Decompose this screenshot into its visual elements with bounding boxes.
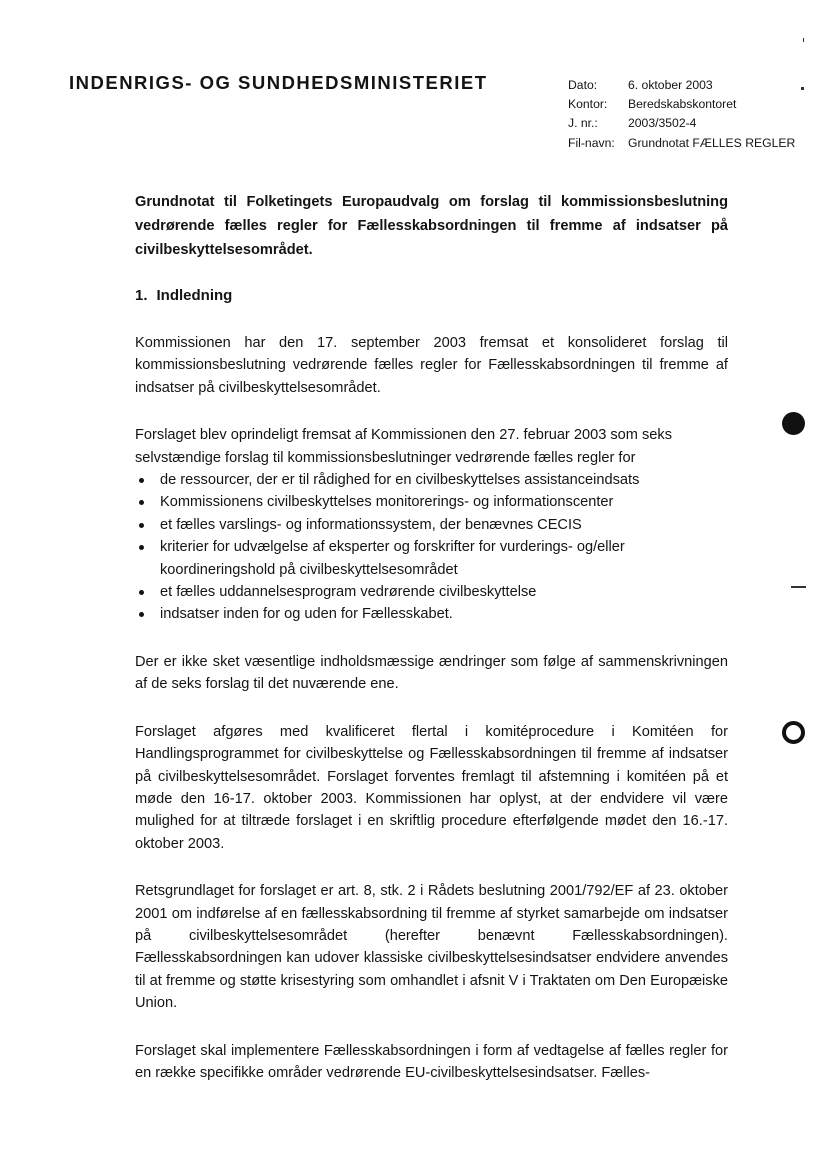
meta-row-date (568, 76, 795, 95)
list-item-text: et fælles varslings- og informationssystem, der benævnes CECIS (160, 516, 582, 533)
list-item (135, 469, 728, 491)
punch-hole-icon (782, 721, 805, 744)
meta-row-filename (568, 134, 795, 153)
bullet-icon (139, 545, 144, 550)
list-item (135, 536, 728, 581)
punch-hole-icon (782, 412, 805, 435)
bullet-list (135, 469, 728, 626)
list-item (135, 514, 728, 536)
document-body (135, 190, 728, 1084)
list-item (135, 581, 728, 603)
list-item (135, 491, 728, 513)
list-intro: Forslaget blev oprindeligt fremsat af Kommissionen den 27. februar 2003 som seks selvstændige forslag til kommissionsbeslutninger vedrørende fælles regler for (135, 427, 672, 466)
meta-label: Fil-navn: (568, 135, 615, 150)
meta-value: Grundnotat FÆLLES REGLER (628, 135, 796, 150)
section-number: 1. (135, 287, 148, 304)
section-heading (135, 285, 728, 307)
meta-label: Dato: (568, 78, 598, 92)
document-metadata (568, 76, 795, 153)
meta-value: 6. oktober 2003 (628, 78, 713, 92)
meta-label: Kontor: (568, 97, 608, 112)
list-item-text: et fælles uddannelsesprogram vedrørende civilbeskyttelse (160, 584, 537, 601)
list-item-text: de ressourcer, der er til rådighed for en civilbeskyttelses assistanceindsats (160, 472, 640, 489)
paragraph: Retsgrundlaget for forslaget er art. 8, stk. 2 i Rådets beslutning 2001/792/EF af 23. oktober 2001 om indførelse af en fællesskabsordning til fremme af styrket samarbejde om indsatser på civilbeskyttelsesområdet (herefter benævnt Fællesskabsordningen). Fællesskabsordningen kan udover klassiske civilbeskyttelsesindsatser endvidere anvendes til at fremme og støtte krisestyring som omhandlet i afsnit V i Traktaten om Den Europæiske Union. (135, 883, 728, 1012)
ministry-name: INDENRIGS- OG SUNDHEDSMINISTERIET (69, 72, 488, 93)
bullet-icon (139, 478, 144, 483)
section-title: Indledning (156, 287, 233, 304)
scan-speck (791, 586, 806, 588)
paragraph: Der er ikke sket væsentlige indholdsmæssige ændringer som følge af sammenskrivningen af de seks forslag til det nuværende ene. (135, 653, 728, 693)
bullet-icon (139, 612, 144, 617)
list-item-text: indsatser inden for og uden for Fællesskabet. (160, 606, 453, 623)
meta-value: Beredskabskontoret (628, 97, 737, 112)
meta-label: J. nr.: (568, 116, 598, 131)
scan-speck (803, 38, 804, 42)
bullet-icon (139, 523, 144, 528)
scan-speck (801, 87, 804, 90)
meta-row-office (568, 95, 795, 114)
list-item-text: kriterier for udvælgelse af eksperter og forskrifter for vurderings- og/eller koordineringshold på civilbeskyttelsesområdet (160, 539, 625, 578)
meta-row-journal-number (568, 114, 795, 133)
document-title: Grundnotat til Folketingets Europaudvalg om forslag til kommissionsbeslutning vedrørende fælles regler for Fællesskabsordningen til fremme af indsatser på civilbeskyttelsesområdet. (135, 194, 728, 258)
list-item-text: Kommissionens civilbeskyttelses monitorerings- og informationscenter (160, 494, 614, 511)
list-item (135, 603, 728, 625)
paragraph: Forslaget skal implementere Fællesskabsordningen i form af vedtagelse af fælles regler for en række specifikke områder vedrørende EU-civilbeskyttelsesindsatser. Fælles- (135, 1042, 728, 1081)
paragraph: Forslaget afgøres med kvalificeret flertal i komitéprocedure i Komitéen for Handlingsprogrammet for civilbeskyttelse og Fællesskabsordningen til fremme af indsatser på civilbeskyttelsesområdet. Forslaget forventes fremlagt til afstemning i komitéen på et møde den 16-17. oktober 2003. Kommissionen har oplyst, at der endvidere vil være mulighed for at tiltræde forslaget i en skriftlig procedure efterfølgende mødet den 16.-17. oktober 2003. (135, 723, 728, 852)
bullet-icon (139, 590, 144, 595)
meta-value: 2003/3502-4 (628, 116, 697, 131)
bullet-icon (139, 500, 144, 505)
paragraph: Kommissionen har den 17. september 2003 fremsat et konsolideret forslag til kommissionsbeslutning vedrørende fælles regler for Fællesskabsordningen til fremme af indsatser på civilbeskyttelsesområdet. (135, 335, 728, 396)
